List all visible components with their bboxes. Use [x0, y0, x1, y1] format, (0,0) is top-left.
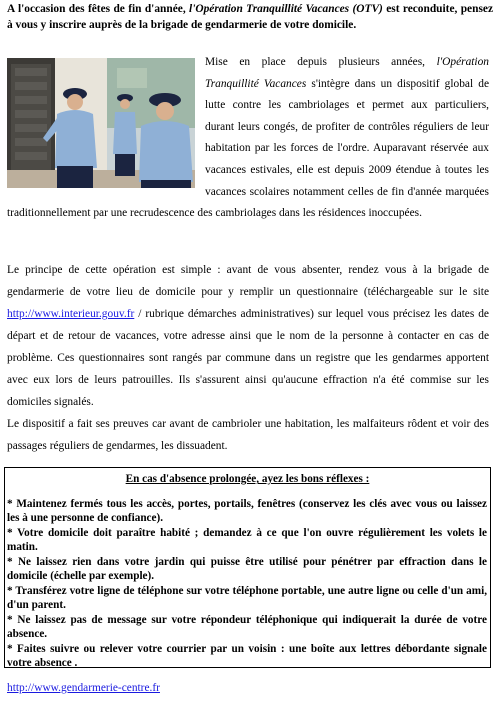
article-paragraph-2	[7, 259, 489, 413]
tip-item: * Ne laissez rien dans votre jardin qui puisse être utilisé pour pénétrer par effraction dans le domicile (échelle par exemple).	[7, 555, 487, 582]
article-paragraph-3: Le dispositif a fait ses preuves car avant de cambrioler une habitation, les malfaiteurs rôdent et voir des passages réguliers de gendarmes, les dissuadent.	[7, 418, 489, 452]
p1-text: Mise en place depuis plusieurs années,	[205, 56, 437, 68]
tips-box	[4, 467, 491, 668]
article-body	[7, 259, 489, 457]
intro-text-end: est reconduite, pensez à vous y inscrire auprès de la brigade de gendarmerie de votre domicile.	[7, 3, 493, 31]
gendarmerie-centre-link[interactable]: http://www.gendarmerie-centre.fr	[7, 682, 160, 694]
p2-text: Le principe de cette opération est simple : avant de vous absenter, rendez vous à la brigade de gendarmerie de votre lieu de domicile pour y remplir un questionnaire (téléchargeable sur le site	[7, 264, 489, 298]
tip-item: * Transférez votre ligne de téléphone sur votre téléphone portable, une autre ligne ou celle d'un ami, d'un parent.	[7, 584, 487, 611]
tip-item: * Ne laissez pas de message sur votre répondeur téléphonique qui indiquerait la durée de votre absence.	[7, 613, 487, 640]
interieur-link[interactable]: http://www.interieur.gouv.fr	[7, 308, 135, 320]
tips-list	[5, 487, 490, 671]
intro-text: A l'occasion des fêtes de fin d'année,	[7, 3, 190, 15]
p1-operation-name: l'Opération Tranquillité Vacances	[205, 56, 489, 90]
intro-operation-name: l'Opération Tranquillité Vacances (OTV)	[189, 3, 383, 15]
p1-text-end: s'intègre dans un dispositif global de lutte contre les cambriolages et permet aux particuliers, durant leurs congés, de profiter de contrôles réguliers de leur habitation par les forces de l'ordre. Auparavant réservée aux vacances estivales, elle est depuis 2009 étendue à toutes les vacances scolaires notamment celles de fin d'année marquées traditionnellement par une recrudescence des cambriolages dans les résidences inoccupées.	[7, 77, 489, 220]
tip-item: * Maintenez fermés tous les accès, portes, portails, fenêtres (conservez les clés avec vous ou laissez les à une personne de confiance).	[7, 497, 487, 524]
tip-item: * Votre domicile doit paraître habité ; demandez à ce que l'on ouvre régulièrement les volets le matin.	[7, 526, 487, 553]
article-paragraph-1	[7, 52, 489, 225]
tips-title: En cas d'absence prolongée, ayez les bons réflexes :	[125, 473, 370, 485]
intro-paragraph	[7, 1, 493, 33]
tip-item: * Faites suivre ou relever votre courrier par un voisin : une boîte aux lettres débordante signale votre absence .	[7, 642, 487, 669]
p2-text-end: / rubrique démarches administratives) sur lequel vous précisez les dates de départ et de retour de vacances, votre adresse ainsi que le nom de la personne à contacter en cas de problème. Ces questionnaires sont rangés par commune dans un registre que les gendarmes apportent avec eux lors de leurs patrouilles. Ils s'assurent ainsi qu'aucune effraction n'a été commise sur les domiciles signalés.	[7, 308, 489, 408]
